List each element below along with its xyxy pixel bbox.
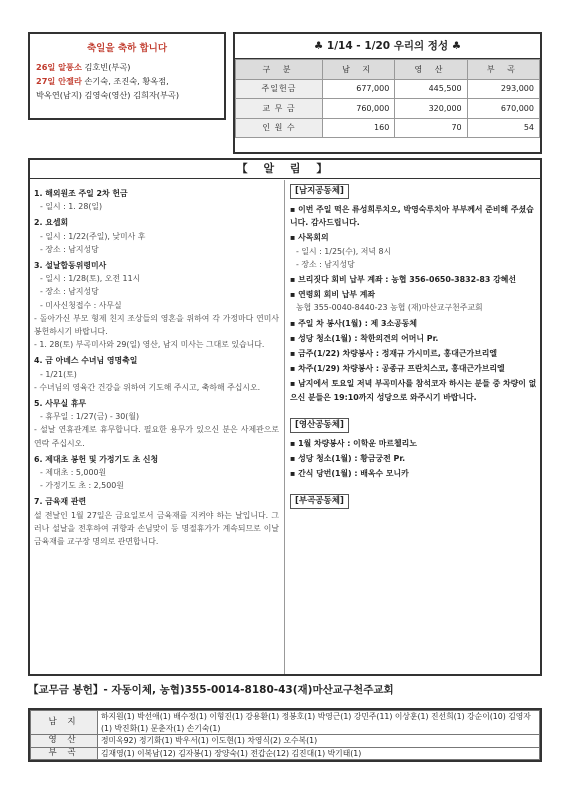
donor-names: 김재영(1) 이복남(12) 김자봉(1) 장양숙(1) 전갑순(12) 김진대(1) 박기태(1): [98, 747, 540, 760]
feast-day-names: 손기숙, 조진숙, 황옥점,: [81, 76, 169, 86]
notice-item-title: 1. 해외원조 주일 2차 헌금: [34, 189, 128, 198]
notice-item-title: 7. 금육재 관련: [34, 497, 87, 507]
feast-day-line: [36, 74, 218, 88]
notice-item-title: 5. 사무실 휴무: [34, 399, 87, 409]
community-detail: - 장소 : 남지성당: [296, 259, 355, 269]
community-bullet: ▪ 차주(1/29) 차량봉사 : 공종규 프란치스코, 홍대근가브리엘: [290, 364, 505, 374]
donation-heading: 【교무금 봉헌】- 자동이체, 농협)355-0014-8180-43(재)마산교구천주교회: [28, 684, 394, 696]
community-bullet: ▪ 이번 주일 떡은 류성희루치오, 박영숙루치아 부부께서 준비해 주셨습니다. 감사드립니다.: [290, 205, 534, 228]
donor-group: 영 산: [31, 735, 98, 748]
offering-value: 670,000: [467, 99, 539, 119]
offering-header-cell: 부 곡: [467, 60, 539, 80]
offering-header-cell: 남 지: [323, 60, 395, 80]
notice-item-detail: - 가정기도 초 : 2,500원: [40, 481, 124, 491]
offering-row-label: 교 무 금: [236, 99, 323, 119]
column-divider: [284, 180, 285, 674]
feast-day-names: 박옥연(남지) 김영숙(영산) 김희자(부곡): [36, 90, 180, 100]
offering-row: [236, 118, 540, 138]
offering-value: 54: [467, 118, 539, 138]
donor-row: [31, 747, 540, 760]
notice-item-title: 6. 제대초 봉헌 및 가정기도 초 신청: [34, 454, 159, 464]
feast-day-line: [36, 60, 218, 74]
notice-item-detail: - 미사신청접수 : 사무실: [40, 300, 122, 310]
offering-value: 70: [395, 118, 467, 138]
offering-header-cell: 구 분: [236, 60, 323, 80]
community-header: [290, 494, 538, 509]
donor-group: 남 지: [31, 711, 98, 735]
offering-value: 677,000: [323, 79, 395, 99]
community-bullet: ▪ 금주(1/22) 차량봉사 : 정재규 가시미르, 홍대근가브리엘: [290, 349, 497, 359]
feast-day-date: 26일 알퐁소: [36, 62, 82, 72]
community-detail: 농협 355-0040-8440-23 농협 (재)마산교구천주교회: [296, 303, 483, 313]
community-bullet: ▪ 간식 당번(1월) : 배옥수 모니카: [290, 469, 409, 479]
community-bullet: ▪ 1월 차량봉사 : 이학운 마르첼리노: [290, 438, 417, 448]
offering-value: 293,000: [467, 79, 539, 99]
offering-value: 445,500: [395, 79, 467, 99]
notice-item-detail: - 1/21(토): [40, 369, 77, 379]
donor-row: [31, 711, 540, 735]
community-bullet: ▪ 남지에서 토요일 저녁 부곡미사를 참석코자 하시는 분들 중 차량이 없으신 분들은 19:10까지 성당으로 와주시기 바랍니다.: [290, 379, 537, 402]
notice-item-detail: - 일시 : 1. 28(일): [40, 202, 103, 212]
notice-item-detail: 설 전날인 1월 27일은 금요일로서 금육재를 지켜야 하는 날입니다. 그러나 설날을 전후하여 귀향과 손님맞이 등 명절휴가가 계속되므로 이날 금육재를 교구장 명의로 관면합니다.: [34, 510, 279, 547]
notice-item-detail: - 장소 : 남지성당: [40, 287, 99, 297]
community-tag: [남지공동체]: [290, 184, 349, 199]
community-tag: [영산공동체]: [290, 418, 349, 433]
notice-item-title: 3. 설날합동위령미사: [34, 261, 107, 271]
donor-table: [30, 710, 540, 760]
offering-table: [235, 59, 540, 138]
notice-item-detail: - 일시 : 1/22(주일), 낮미사 후: [40, 231, 146, 241]
notice-item-detail: - 일시 : 1/28(토), 오전 11시: [40, 274, 141, 284]
notice-item-title: 2. 요셉회: [34, 218, 69, 228]
notice-item-detail: - 1. 28(토) 부곡미사와 29(일) 영산, 남지 미사는 그대로 있습니다.: [34, 340, 265, 350]
offering-row-label: 주일헌금: [236, 79, 323, 99]
donor-names: 정미옥92) 정기화(1) 박우서(1) 이도현(1) 차영식(2) 오수복(1): [98, 735, 540, 748]
feast-day-names: 김호빈(부곡): [81, 62, 131, 72]
notice-item-detail: - 설날 연휴관계로 휴무합니다. 필요한 용무가 있으신 분은 사제관으로 연락 주십시오.: [34, 425, 279, 448]
community-bullet: ▪ 성당 청소(1월) : 황금궁전 Pr.: [290, 454, 406, 464]
notice-item-detail: - 돌아가신 부모 형제 친지 조상들의 영혼을 위하여 각 가정마다 연미사 봉헌하시기 바랍니다.: [34, 313, 279, 337]
community-bullet: ▪ 연령회 회비 납부 계좌: [290, 290, 375, 300]
notice-item-detail: - 장소 : 남지성당: [40, 244, 99, 254]
donor-names: 하지원(1) 박선애(1) 배수정(1) 이형진(1) 강용환(1) 정봉호(1) 박영근(1) 강민주(11) 이상훈(1) 진선희(1) 강순이(10) 김영자(1) 박진화(1) 문춘자(1) 손기숙(1): [98, 711, 540, 735]
notice-item-detail: - 휴무일 : 1/27(금) - 30(월): [40, 412, 140, 422]
community-bullet: ▪ 성당 청소(1월) : 착한의견의 어머니 Pr.: [290, 333, 439, 343]
notice-item-detail: - 수녀님의 영육간 건강을 위하여 기도해 주시고, 축하해 주십시오.: [34, 382, 261, 392]
donor-row: [31, 735, 540, 748]
feast-day-line: [36, 88, 218, 102]
notice-item-title: 4. 금 아녜스 수녀님 영명축일: [34, 356, 138, 366]
offering-value: 760,000: [323, 99, 395, 119]
community-header: [290, 418, 538, 433]
offering-row: [236, 79, 540, 99]
donor-group: 부 곡: [31, 747, 98, 760]
feast-day-box: [28, 32, 226, 120]
offering-row: [236, 99, 540, 119]
notice-header: 【 알 림 】: [30, 160, 540, 179]
notice-right-column: [290, 184, 538, 513]
offering-row-label: 인 원 수: [236, 118, 323, 138]
community-detail: - 일시 : 1/25(수), 저녁 8시: [296, 246, 392, 256]
community-bullet: ▪ 주일 차 봉사(1월) : 제 3소공동체: [290, 318, 418, 328]
notice-box: [28, 158, 542, 676]
community-header: [290, 184, 538, 199]
feast-day-date: 27일 안젤라: [36, 76, 82, 86]
notice-left-column: [34, 184, 279, 548]
notice-item-detail: - 제대초 : 5,000원: [40, 468, 107, 478]
offering-header-cell: 영 산: [395, 60, 467, 80]
offering-summary-box: [233, 32, 542, 154]
offering-header-row: [236, 60, 540, 80]
donor-list-box: [28, 708, 542, 762]
feast-day-title: 축일을 축하 합니다: [86, 43, 168, 54]
community-bullet: ▪ 사목회의: [290, 233, 329, 243]
offering-title: ♣ 1/14 - 1/20 우리의 정성 ♣: [235, 34, 540, 59]
offering-value: 320,000: [395, 99, 467, 119]
community-tag: [부곡공동체]: [290, 494, 349, 509]
offering-value: 160: [323, 118, 395, 138]
community-bullet: ▪ 브리짓다 회비 납부 계좌 : 농협 356-0650-3832-83 강혜선: [290, 275, 517, 285]
